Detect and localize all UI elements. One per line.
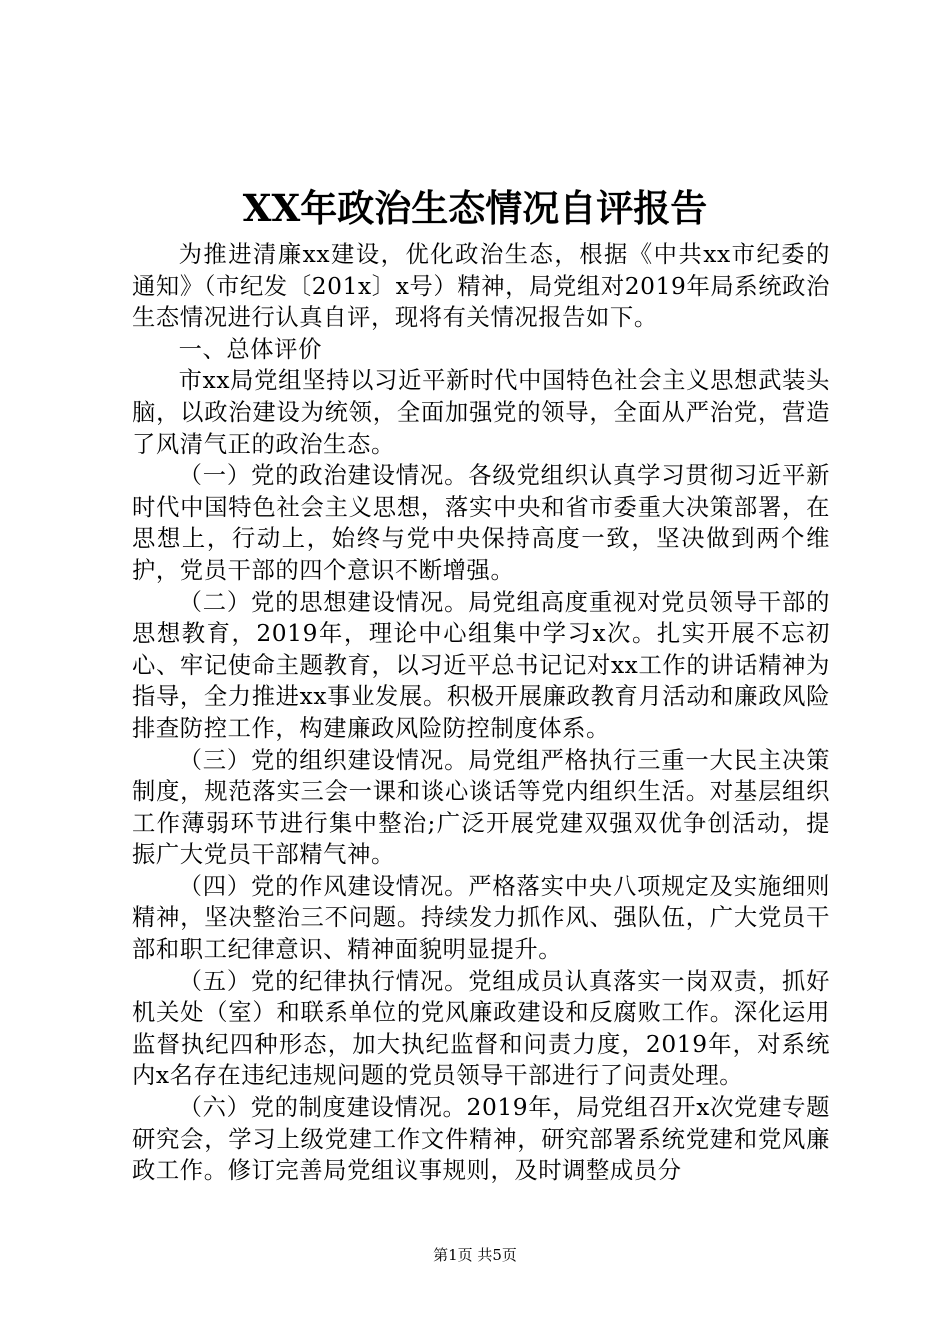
paragraph-organizational-construction: （三）党的组织建设情况。局党组严格执行三重一大民主决策制度，规范落实三会一课和谈心谈话等党内组织生活。对基层组织工作薄弱环节进行集中整治;广泛开展党建双强双优争创活动，提振广大党员干部精气神。 <box>132 746 830 869</box>
paragraph-institutional-construction: （六）党的制度建设情况。2019年，局党组召开x次党建专题研究会，学习上级党建工作文件精神，研究部署系统党建和党风廉政工作。修订完善局党组议事规则，及时调整成员分 <box>132 1094 830 1185</box>
section-heading-overall-evaluation: 一、总体评价 <box>178 335 322 363</box>
paragraph-overview: 市xx局党组坚持以习近平新时代中国特色社会主义思想武装头脑，以政治建设为统领，全面加强党的领导，全面从严治党，营造了风清气正的政治生态。 <box>132 367 830 458</box>
document-title: XX年政治生态情况自评报告 <box>242 186 708 230</box>
document-body <box>132 239 830 1187</box>
paragraph-style-construction: （四）党的作风建设情况。严格落实中央八项规定及实施细则精神，坚决整治三不问题。持续发力抓作风、强队伍，广大党员干部和职工纪律意识、精神面貌明显提升。 <box>132 872 830 964</box>
page-footer: 第1页 共5页 <box>433 1246 517 1264</box>
paragraph-discipline-execution: （五）党的纪律执行情况。党组成员认真落实一岗双责，抓好机关处（室）和联系单位的党风廉政建设和反腐败工作。深化运用监督执纪四种形态，加大执纪监督和问责力度，2019年，对系统内x名存在违纪违规问题的党员领导干部进行了问责处理。 <box>132 967 830 1090</box>
paragraph-political-construction: （一）党的政治建设情况。各级党组织认真学习贯彻习近平新时代中国特色社会主义思想，落实中央和省市委重大决策部署，在思想上，行动上，始终与党中央保持高度一致，坚决做到两个维护，党员干部的四个意识不断增强。 <box>132 462 830 584</box>
paragraph-ideological-construction: （二）党的思想建设情况。局党组高度重视对党员领导干部的思想教育，2019年，理论中心组集中学习x次。扎实开展不忘初心、牢记使命主题教育，以习近平总书记记对xx工作的讲话精神为指导，全力推进xx事业发展。积极开展廉政教育月活动和廉政风险排查防控工作，构建廉政风险防控制度体系。 <box>132 588 830 742</box>
paragraph-intro: 为推进清廉xx建设，优化政治生态，根据《中共xx市纪委的通知》（市纪发〔201x〕x号）精神，局党组对2019年局系统政治生态情况进行认真自评，现将有关情况报告如下。 <box>132 241 830 332</box>
